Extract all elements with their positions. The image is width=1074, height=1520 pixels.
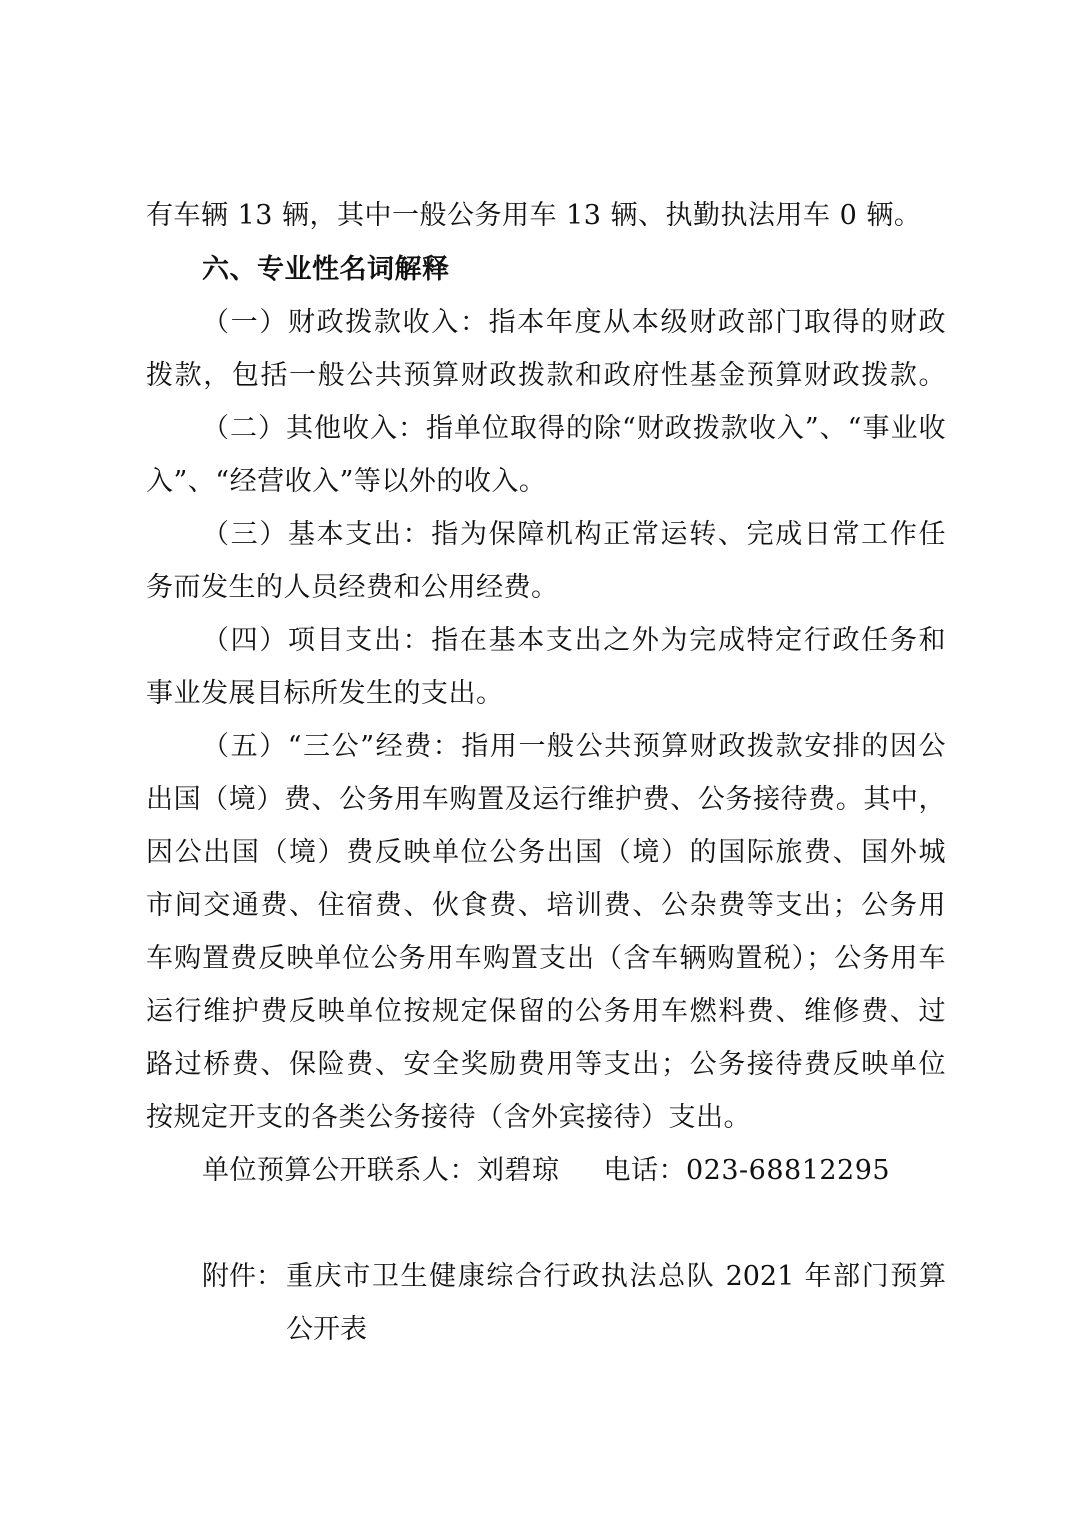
term-other-income-line-2: 入”、“经营收入”等以外的收入。 [146, 466, 547, 497]
term-project-expenditure-line-1: （四）项目支出：指在基本支出之外为完成特定行政任务和 [202, 625, 946, 656]
term-three-public-line-7: 路过桥费、保险费、安全奖励费用等支出；公务接待费反映单位 [146, 1049, 946, 1080]
attachment-label: 附件： [202, 1261, 283, 1292]
term-three-public-line-2: 出国（境）费、公务用车购置及运行维护费、公务接待费。其中， [146, 784, 946, 815]
term-fiscal-appropriation-line-1: （一）财政拨款收入：指本年度从本级财政部门取得的财政 [202, 307, 946, 338]
contact-line [202, 1151, 946, 1191]
term-basic-expenditure-line-1: （三）基本支出：指为保障机构正常运转、完成日常工作任 [202, 519, 946, 550]
vehicle-summary-line: 有车辆 13 辆，其中一般公务用车 13 辆、执勤执法用车 0 辆。 [146, 200, 922, 231]
term-other-income-line-1: （二）其他收入：指单位取得的除“财政拨款收入”、“事业收 [202, 413, 946, 444]
attachment-title-line-1: 重庆市卫生健康综合行政执法总队 2021 年部门预算 [286, 1261, 946, 1292]
term-three-public-line-8: 按规定开支的各类公务接待（含外宾接待）支出。 [146, 1102, 751, 1133]
term-basic-expenditure-line-2: 务而发生的人员经费和公用经费。 [146, 572, 559, 603]
term-three-public-line-3: 因公出国（境）费反映单位公务出国（境）的国际旅费、国外城 [146, 837, 946, 868]
term-three-public-line-5: 车购置费反映单位公务用车购置支出（含车辆购置税）；公务用车 [146, 943, 946, 974]
contact-person: 单位预算公开联系人：刘碧琼 [202, 1155, 560, 1186]
contact-phone: 电话：023-68812295 [603, 1155, 891, 1186]
attachment-title-line-2: 公开表 [286, 1314, 367, 1345]
term-project-expenditure-line-2: 事业发展目标所发生的支出。 [146, 678, 504, 709]
section-heading-terms: 六、专业性名词解释 [202, 254, 450, 285]
term-three-public-line-4: 市间交通费、住宿费、伙食费、培训费、公杂费等支出；公务用 [146, 890, 946, 921]
term-three-public-line-1: （五）“三公”经费：指用一般公共预算财政拨款安排的因公 [202, 731, 946, 762]
term-fiscal-appropriation-line-2: 拨款，包括一般公共预算财政拨款和政府性基金预算财政拨款。 [146, 360, 946, 391]
term-three-public-line-6: 运行维护费反映单位按规定保留的公务用车燃料费、维修费、过 [146, 996, 946, 1027]
